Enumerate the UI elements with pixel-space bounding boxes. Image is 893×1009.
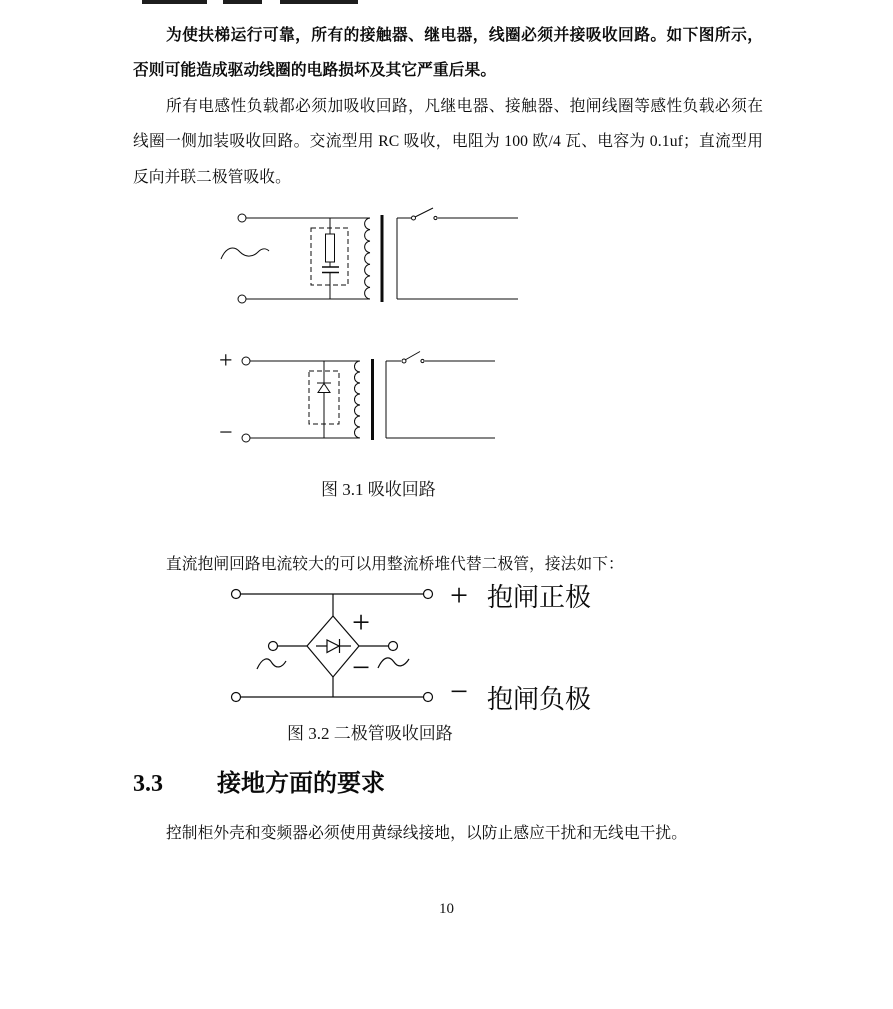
bridge-minus-mark: − — [352, 649, 371, 685]
paragraph-reliability: 为使扶梯运行可靠，所有的接触器、继电器，线圈必须并接吸收回路。如下图所示，否则可能造成驱动线圈的电路损坏及其它严重后果。 — [133, 27, 763, 80]
coil-icon — [365, 218, 370, 299]
figure-3-2-caption: 图 3.2 二极管吸收回路 — [287, 724, 453, 743]
section-heading-3-3 — [133, 769, 385, 799]
ac-wave-icon — [257, 659, 286, 669]
brake-negative-label: 抱闸负极 — [487, 685, 592, 714]
clipped-heading-fragment — [280, 0, 358, 4]
figure-3-1-caption: 图 3.1 吸收回路 — [321, 480, 436, 499]
ac-snubber-circuit — [221, 208, 518, 303]
paragraph-bridge-note: 直流抱闸回路电流较大的可以用整流桥堆代替二极管，接法如下： — [166, 556, 624, 573]
section-title: 接地方面的要求 — [217, 771, 385, 797]
terminal-circle — [242, 357, 250, 365]
bridge-rectifier-circuit — [232, 590, 433, 702]
terminal-circle — [232, 590, 241, 599]
brake-positive-label: 抱闸正极 — [487, 583, 592, 612]
switch-icon — [386, 352, 424, 364]
ac-wave-icon — [221, 248, 269, 259]
dc-plus-label: + — [219, 348, 233, 374]
dc-minus-label: − — [219, 420, 233, 446]
terminal-circle — [269, 642, 278, 651]
coil-icon — [355, 361, 361, 438]
diode-icon — [317, 383, 331, 393]
page-number: 10 — [439, 901, 454, 917]
capacitor-icon — [322, 267, 339, 273]
clipped-heading-fragment — [223, 0, 262, 4]
figure-3-1-snubber-circuits — [200, 200, 530, 460]
figure-3-2-bridge-rectifier — [210, 580, 630, 720]
positive-terminal-sign: + — [450, 580, 469, 613]
paragraph-grounding: 控制柜外壳和变频器必须使用黄绿线接地，以防止感应干扰和无线电干扰。 — [166, 825, 687, 842]
dc-snubber-circuit — [219, 348, 495, 446]
section-number: 3.3 — [133, 771, 163, 797]
terminal-circle — [424, 590, 433, 599]
ac-wave-icon — [378, 658, 409, 668]
paragraph-inductive-loads: 所有电感性负载都必须加吸收回路，凡继电器、接触器、抱闸线圈等感性负载必须在线圈一侧加装吸收回路。交流型用 RC 吸收，电阻为 100 欧/4 瓦、电容为 0.1uf；直流型用反向并联二极管吸收。 — [133, 98, 763, 186]
bridge-plus-mark: + — [352, 604, 371, 640]
terminal-circle — [242, 434, 250, 442]
terminal-circle — [238, 214, 246, 222]
clipped-heading-fragment — [142, 0, 207, 4]
terminal-circle — [389, 642, 398, 651]
terminal-circle — [238, 295, 246, 303]
terminal-circle — [424, 693, 433, 702]
resistor-icon — [326, 234, 335, 262]
negative-terminal-sign: − — [450, 673, 469, 709]
switch-icon — [397, 208, 437, 220]
terminal-circle — [232, 693, 241, 702]
